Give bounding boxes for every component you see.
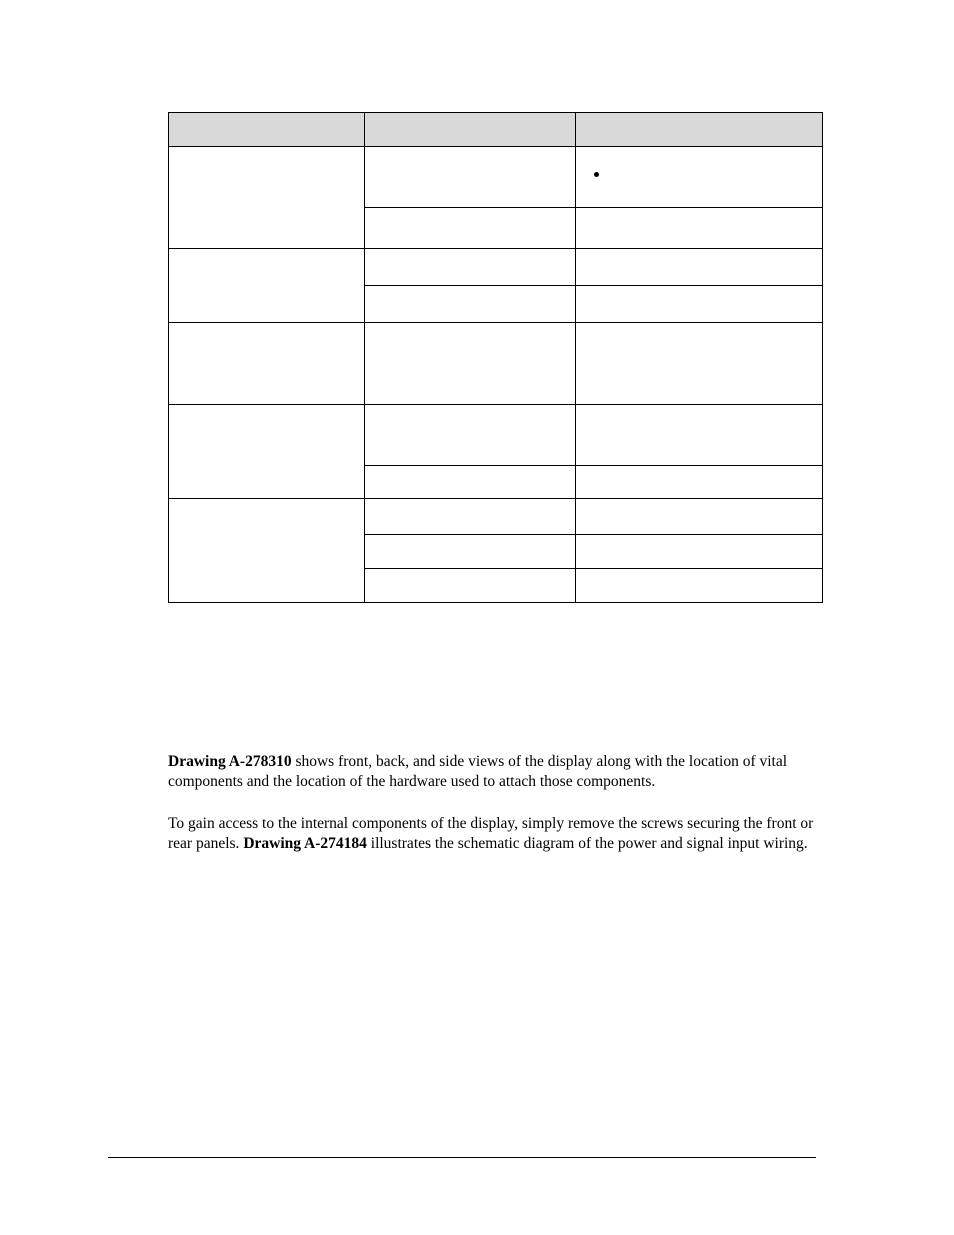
paragraph-text: illustrates the schematic diagram of the power and signal input wiring. xyxy=(366,835,808,852)
row-divider-group2 xyxy=(169,322,822,323)
sub-row-divider xyxy=(364,207,822,208)
paragraph-text: shows front, back, and side views of the display along with the location of vital components and the location of the hardware used to attach those components. xyxy=(168,753,788,790)
paragraph-drawing-views xyxy=(168,752,818,792)
drawing-reference: Drawing A-274184 xyxy=(243,835,367,852)
spec-table xyxy=(168,112,823,603)
row-divider-group4 xyxy=(169,498,822,499)
paragraph-text: To gain access to the internal components of the display, simply remove the screws securing the front or rear panels. xyxy=(168,815,814,852)
sub-row-divider xyxy=(364,465,822,466)
sub-row-divider xyxy=(364,285,822,286)
table-header-row xyxy=(169,113,822,146)
drawing-reference: Drawing A-278310 xyxy=(168,753,292,770)
column-divider-2 xyxy=(575,113,576,602)
row-divider-header xyxy=(169,146,822,147)
sub-row-divider xyxy=(364,568,822,569)
paragraph-internal-access xyxy=(168,814,818,854)
column-divider-1 xyxy=(364,113,365,602)
row-divider-group3 xyxy=(169,404,822,405)
row-divider-group1 xyxy=(169,248,822,249)
bullet-icon xyxy=(594,172,599,177)
footer-rule xyxy=(108,1157,816,1158)
sub-row-divider xyxy=(364,534,822,535)
